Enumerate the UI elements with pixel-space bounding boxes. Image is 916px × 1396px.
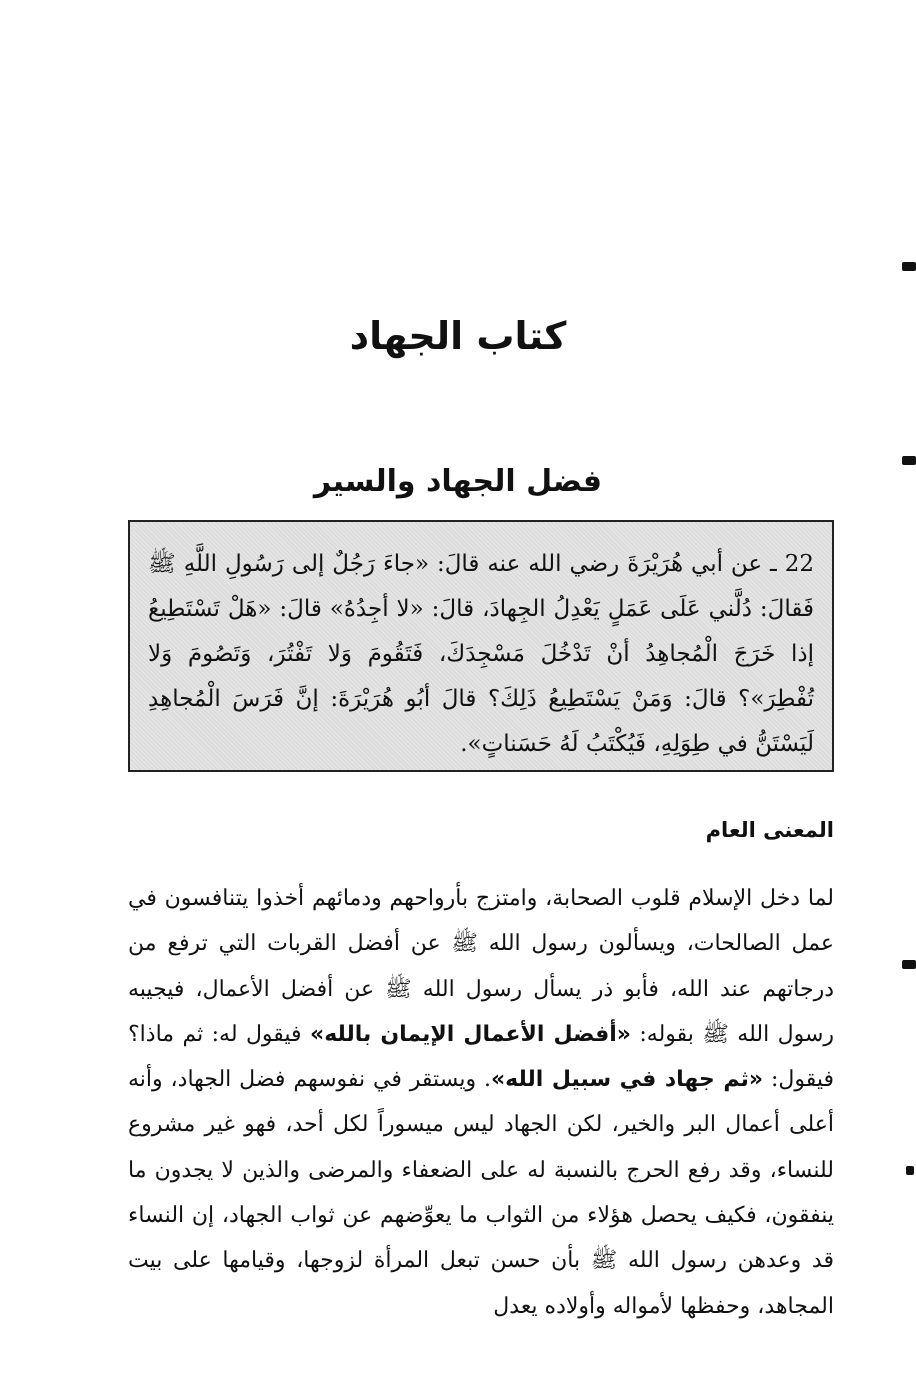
general-meaning-heading: المعنى العام	[705, 818, 834, 842]
prophetic-quote: «أفضل الأعمال الإيمان بالله»	[309, 1021, 631, 1047]
book-title: كتاب الجهاد	[349, 314, 567, 358]
hadith-box	[128, 520, 834, 772]
general-meaning-paragraph	[128, 876, 834, 1329]
edge-mark	[902, 960, 916, 969]
edge-mark	[906, 1166, 914, 1175]
edge-mark	[902, 262, 916, 271]
section-title: فضل الجهاد والسير	[313, 464, 603, 499]
hadith-text: 22 ـ عن أبي هُرَيْرَةَ رضي الله عنه قالَ: «جاءَ رَجُلٌ إلى رَسُولِ اللَّهِ ﷺ فَقالَ: دُلَّني عَلَى عَمَلٍ يَعْدِلُ الجِهادَ، قالَ: «لا أجِدُهُ» قالَ: «هَلْ تَسْتَطِيعُ إذا خَرَجَ الْمُجاهِدُ أنْ تَدْخُلَ مَسْجِدَكَ، فَتَقُومَ وَلا تَفْتُرَ، وَتَصُومَ وَلا تُفْطِرَ»؟ قالَ: وَمَنْ يَسْتَطِيعُ ذَلِكَ؟ قالَ أبُو هُرَيْرَةَ: إنَّ فَرَسَ الْمُجاهِدِ لَيَسْتَنُّ في طِوَلِهِ، فَيُكْتَبُ لَهُ حَسَناتٍ».	[148, 551, 814, 757]
paragraph-text: لما دخل الإسلام قلوب الصحابة، وامتزج بأرواحهم ودمائهم أخذوا يتنافسون في عمل الصالحات، ويسألون رسول الله ﷺ عن أفضل القربات التي ترفع من درجاتهم عند الله، فأبو ذر يسأل رسول الله ﷺ عن أفضل الأعمال، فيجيبه رسول الله ﷺ بقوله:	[128, 886, 835, 1047]
paragraph-text: فيقول له: ثم ماذا؟ فيقول:	[128, 1021, 834, 1093]
prophetic-quote: «ثم جهاد في سبيل الله»	[490, 1067, 764, 1093]
paragraph-text: . ويستقر في نفوسهم فضل الجهاد، وأنه أعلى أعمال البر والخير، لكن الجهاد ليس ميسوراً لكل أحد، فهو غير مشروع للنساء، وقد رفع الحرج بالنسبة له على الضعفاء والمرضى والذين لا يجدون ما ينفقون، فكيف يحصل هؤلاء من الثواب ما يعوِّضهم عن ثواب الجهاد، إن النساء قد وعدهن رسول الله ﷺ بأن حسن تبعل المرأة لزوجها، وقيامها على بيت المجاهد، وحفظها لأمواله وأولاده يعدل	[128, 1067, 834, 1319]
